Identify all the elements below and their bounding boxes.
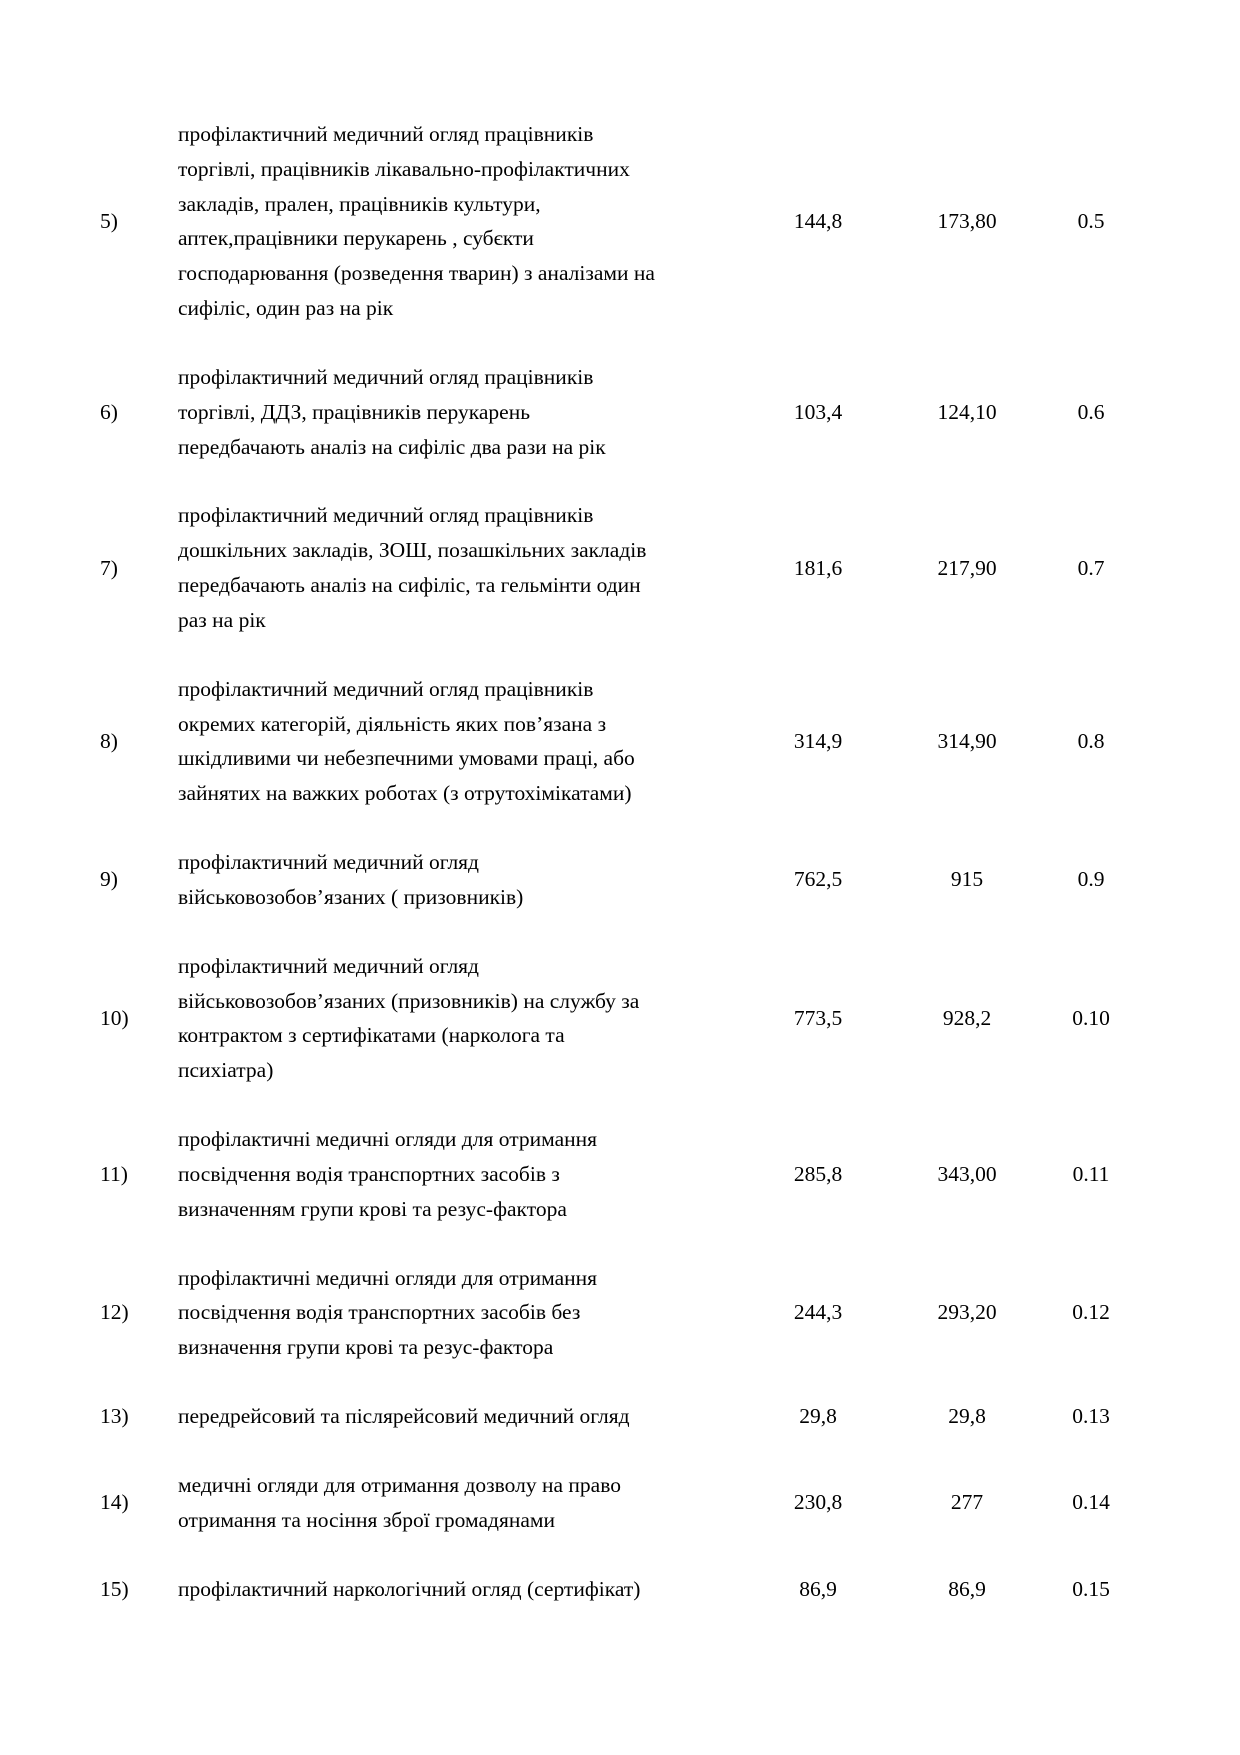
price-total: 124,10 [937,399,997,424]
service-name-line: передбачають аналіз на сифіліс, та гельмінти один [178,573,641,598]
service-name-line: посвідчення водія транспортних засобів без [178,1300,581,1325]
service-name-line: визначенням групи крові та резус-фактора [178,1196,567,1221]
service-name-line: раз на рік [178,607,266,632]
service-name-line: профілактичний медичний огляд працівників [178,364,594,389]
service-name-line: отримання та носіння зброї громадянами [178,1507,555,1532]
service-name-line: психіатра) [178,1058,274,1083]
service-name-line: профілактичний медичний огляд [178,953,479,978]
service-name-line: профілактичний медичний огляд працівників [178,676,594,701]
row-index: 12) [100,1300,129,1325]
service-name [178,828,744,932]
table-row [100,343,1140,481]
price-total: 314,90 [937,729,997,753]
price-base: 144,8 [793,209,843,234]
price-base: 773,5 [793,1005,843,1030]
row-index: 14) [100,1490,129,1515]
price-base: 29,8 [799,1404,837,1429]
price-base: 86,9 [799,1576,837,1601]
service-name [178,481,744,654]
row-index: 5) [100,209,118,234]
service-name-line: закладів, прален, працівників культури, [178,191,541,216]
table-row [100,828,1140,932]
service-name-line: зайнятих на важких роботах (з отрутохімікатами) [178,781,632,806]
service-name-line: торгівлі, працівників лікавально-профілактичних [178,156,630,181]
price-base: 762,5 [793,867,843,892]
price-total: 29,8 [948,1404,986,1429]
price-total: 217,90 [937,555,997,580]
services-price-table [100,100,1140,1623]
service-name-line: військовозобов’язаних ( призовників) [178,884,524,909]
price-total: 915 [950,867,984,892]
service-code: 0.10 [1072,1005,1110,1030]
service-name [178,655,744,828]
service-name-line: військовозобов’язаних (призовників) на службу за [178,988,640,1013]
table-row [100,1382,1140,1451]
service-name-line: торгівлі, ДДЗ, працівників перукарень [178,399,531,424]
table-row [100,1555,1140,1624]
service-code: 0.13 [1072,1404,1110,1429]
price-base: 230,8 [793,1490,843,1515]
row-index: 8) [100,729,118,753]
service-name-line: шкідливими чи небезпечними умовами праці, або [178,746,635,771]
service-name [178,1555,744,1624]
service-name-line: визначення групи крові та резус-фактора [178,1335,554,1360]
table-body [100,100,1140,1623]
price-base: 181,6 [793,555,843,580]
service-name [178,1451,744,1555]
service-name-line: окремих категорій, діяльність яких пов’язана з [178,711,607,736]
service-name-line: профілактичний медичний огляд працівників [178,503,594,528]
row-index: 7) [100,555,118,580]
service-name-line: профілактичні медичні огляди для отримання [178,1127,598,1152]
service-name [178,932,744,1105]
price-total: 343,00 [937,1161,997,1186]
service-name [178,343,744,481]
service-name [178,1382,744,1451]
row-index: 6) [100,399,118,424]
service-code: 0.8 [1077,729,1105,753]
service-name-line: дошкільних закладів, ЗОШ, позашкільних закладів [178,538,647,563]
service-name [178,1105,744,1243]
service-name-line: профілактичний наркологічний огляд (сертифікат) [178,1576,641,1601]
price-base: 285,8 [793,1161,843,1186]
service-name-line: передрейсовий та післярейсовий медичний огляд [178,1404,630,1429]
price-base: 244,3 [793,1300,843,1325]
row-index: 10) [100,1005,129,1030]
table-row [100,1451,1140,1555]
table-row [100,100,1140,343]
row-index: 13) [100,1404,129,1429]
service-name-line: профілактичний медичний огляд працівників [178,122,594,146]
service-code: 0.7 [1077,555,1105,580]
service-name-line: профілактичний медичний огляд [178,850,479,875]
table-row [100,1244,1140,1382]
price-total: 293,20 [937,1300,997,1325]
price-base: 314,9 [793,729,843,753]
service-name-line: господарювання (розведення тварин) з аналізами на [178,261,655,286]
service-name-line: профілактичні медичні огляди для отримання [178,1265,598,1290]
service-name [178,100,744,343]
service-code: 0.9 [1077,867,1105,892]
service-code: 0.15 [1072,1576,1110,1601]
service-name-line: аптек,працівники перукарень , субєкти [178,226,534,251]
price-base: 103,4 [793,399,843,424]
price-total: 277 [950,1490,984,1515]
service-code: 0.6 [1077,399,1105,424]
service-name-line: медичні огляди для отримання дозволу на право [178,1472,621,1497]
price-total: 928,2 [942,1005,992,1030]
service-code: 0.12 [1072,1300,1110,1325]
table-row [100,481,1140,654]
table-row [100,655,1140,828]
service-name [178,1244,744,1382]
row-index: 15) [100,1576,129,1601]
row-index: 11) [100,1161,128,1186]
service-name-line: передбачають аналіз на сифіліс два рази на рік [178,434,606,459]
table-row [100,1105,1140,1243]
table-row [100,932,1140,1105]
row-index: 9) [100,867,118,892]
price-total: 86,9 [948,1576,986,1601]
service-code: 0.5 [1077,209,1105,234]
service-code: 0.14 [1072,1490,1110,1515]
service-name-line: посвідчення водія транспортних засобів з [178,1161,560,1186]
service-code: 0.11 [1072,1161,1110,1186]
service-name-line: сифіліс, один раз на рік [178,296,394,321]
service-name-line: контрактом з сертифікатами (нарколога та [178,1023,565,1048]
price-total: 173,80 [937,209,997,234]
